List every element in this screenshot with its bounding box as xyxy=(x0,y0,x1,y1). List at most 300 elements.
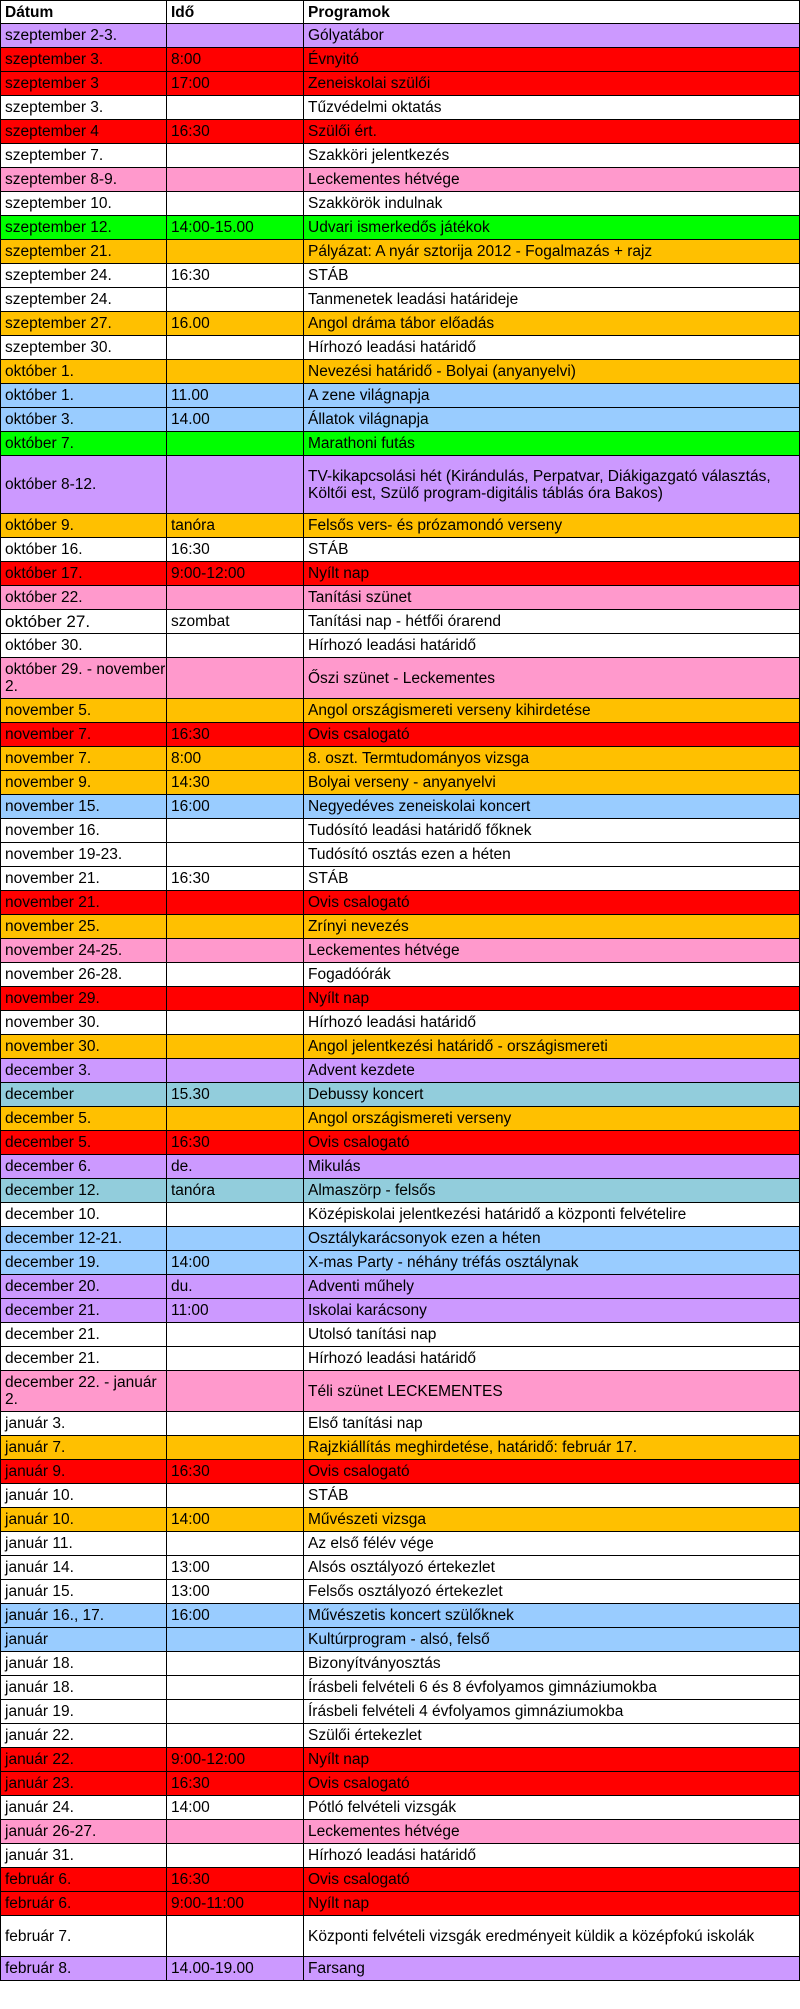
program-cell: Felsős osztályozó értekezlet xyxy=(304,1580,800,1604)
time-cell xyxy=(167,963,304,987)
date-cell: január 14. xyxy=(1,1556,167,1580)
time-cell: 11.00 xyxy=(167,384,304,408)
program-cell: Nyílt nap xyxy=(304,1748,800,1772)
date-cell: szeptember 21. xyxy=(1,240,167,264)
program-cell: Utolsó tanítási nap xyxy=(304,1323,800,1347)
date-cell: január 11. xyxy=(1,1532,167,1556)
time-cell xyxy=(167,1532,304,1556)
program-cell: Ovis csalogató xyxy=(304,1772,800,1796)
time-cell: 9:00-12:00 xyxy=(167,1748,304,1772)
table-row xyxy=(1,1203,800,1227)
date-cell: január 22. xyxy=(1,1724,167,1748)
time-cell xyxy=(167,96,304,120)
table-row xyxy=(1,1155,800,1179)
table-row xyxy=(1,1957,800,1981)
table-row xyxy=(1,456,800,514)
table-row xyxy=(1,24,800,48)
time-cell: 16:30 xyxy=(167,264,304,288)
table-row xyxy=(1,1083,800,1107)
time-cell xyxy=(167,1059,304,1083)
table-row xyxy=(1,360,800,384)
date-cell: szeptember 4 xyxy=(1,120,167,144)
program-cell: Almaszörp - felsős xyxy=(304,1179,800,1203)
date-cell: január 31. xyxy=(1,1844,167,1868)
time-cell: 14.00-19.00 xyxy=(167,1957,304,1981)
date-cell: szeptember 27. xyxy=(1,312,167,336)
time-cell xyxy=(167,432,304,456)
table-row xyxy=(1,538,800,562)
date-cell: január 9. xyxy=(1,1460,167,1484)
date-cell: január 7. xyxy=(1,1436,167,1460)
program-cell: Évnyitó xyxy=(304,48,800,72)
program-cell: Zeneiskolai szülői xyxy=(304,72,800,96)
program-cell: Negyedéves zeneiskolai koncert xyxy=(304,795,800,819)
date-cell: szeptember 12. xyxy=(1,216,167,240)
date-cell: november 21. xyxy=(1,867,167,891)
table-row xyxy=(1,562,800,586)
time-cell: 13:00 xyxy=(167,1556,304,1580)
date-cell: január 23. xyxy=(1,1772,167,1796)
time-cell xyxy=(167,1700,304,1724)
date-cell: január xyxy=(1,1628,167,1652)
table-row xyxy=(1,1227,800,1251)
time-cell: tanóra xyxy=(167,514,304,538)
time-cell xyxy=(167,144,304,168)
program-cell: Leckementes hétvége xyxy=(304,1820,800,1844)
table-row xyxy=(1,1436,800,1460)
time-cell xyxy=(167,336,304,360)
table-row xyxy=(1,1892,800,1916)
date-cell: december 21. xyxy=(1,1299,167,1323)
time-cell: 14.00 xyxy=(167,408,304,432)
table-row xyxy=(1,1508,800,1532)
program-cell: Középiskolai jelentkezési határidő a központi felvételire xyxy=(304,1203,800,1227)
program-cell: A zene világnapja xyxy=(304,384,800,408)
table-row xyxy=(1,1532,800,1556)
table-row xyxy=(1,1460,800,1484)
table-row xyxy=(1,891,800,915)
program-cell: TV-kikapcsolási hét (Kirándulás, Perpatvar, Diákigazgató választás, Költői est, Szülő program-digitális táblás óra Bakos) xyxy=(304,456,800,514)
date-cell: december xyxy=(1,1083,167,1107)
date-cell: szeptember 3. xyxy=(1,48,167,72)
date-cell: január 24. xyxy=(1,1796,167,1820)
table-row xyxy=(1,939,800,963)
date-cell: szeptember 7. xyxy=(1,144,167,168)
date-cell: október 27. xyxy=(1,610,167,634)
program-cell: Szülői értekezlet xyxy=(304,1724,800,1748)
table-row xyxy=(1,771,800,795)
date-cell: december 3. xyxy=(1,1059,167,1083)
time-cell xyxy=(167,360,304,384)
table-row xyxy=(1,120,800,144)
time-cell: szombat xyxy=(167,610,304,634)
program-cell: Zrínyi nevezés xyxy=(304,915,800,939)
table-row xyxy=(1,819,800,843)
time-cell: 8:00 xyxy=(167,747,304,771)
program-cell: Művészeti vizsga xyxy=(304,1508,800,1532)
time-cell: du. xyxy=(167,1275,304,1299)
time-cell: 16:30 xyxy=(167,1868,304,1892)
time-cell xyxy=(167,1227,304,1251)
date-cell: január 26-27. xyxy=(1,1820,167,1844)
table-row xyxy=(1,1107,800,1131)
program-cell: Nyílt nap xyxy=(304,562,800,586)
table-row xyxy=(1,723,800,747)
time-cell: 16:30 xyxy=(167,867,304,891)
program-cell: STÁB xyxy=(304,538,800,562)
program-cell: Gólyatábor xyxy=(304,24,800,48)
table-row xyxy=(1,1035,800,1059)
program-cell: Hírhozó leadási határidő xyxy=(304,634,800,658)
time-cell xyxy=(167,658,304,699)
table-row xyxy=(1,1916,800,1957)
program-cell: Angol országismereti verseny xyxy=(304,1107,800,1131)
time-cell xyxy=(167,1724,304,1748)
program-cell: Hírhozó leadási határidő xyxy=(304,1011,800,1035)
time-cell xyxy=(167,1820,304,1844)
program-cell: Pótló felvételi vizsgák xyxy=(304,1796,800,1820)
date-cell: november 24-25. xyxy=(1,939,167,963)
program-cell: Angol jelentkezési határidő - országismereti xyxy=(304,1035,800,1059)
time-cell xyxy=(167,1916,304,1957)
time-cell xyxy=(167,1628,304,1652)
time-cell: 14:00 xyxy=(167,1508,304,1532)
date-cell: január 10. xyxy=(1,1484,167,1508)
table-row xyxy=(1,699,800,723)
date-cell: november 26-28. xyxy=(1,963,167,987)
program-cell: Fogadóórák xyxy=(304,963,800,987)
date-cell: november 9. xyxy=(1,771,167,795)
program-cell: Ovis csalogató xyxy=(304,891,800,915)
program-cell: Advent kezdete xyxy=(304,1059,800,1083)
time-cell xyxy=(167,987,304,1011)
program-cell: Tanítási szünet xyxy=(304,586,800,610)
time-cell: 16:30 xyxy=(167,1131,304,1155)
date-cell: október 22. xyxy=(1,586,167,610)
program-cell: Iskolai karácsony xyxy=(304,1299,800,1323)
table-row xyxy=(1,747,800,771)
program-cell: Alsós osztályozó értekezlet xyxy=(304,1556,800,1580)
time-cell xyxy=(167,1107,304,1131)
time-cell: 9:00-12:00 xyxy=(167,562,304,586)
time-cell xyxy=(167,1484,304,1508)
table-row xyxy=(1,915,800,939)
table-row xyxy=(1,987,800,1011)
schedule-body xyxy=(1,24,800,1981)
table-row xyxy=(1,634,800,658)
time-cell xyxy=(167,1652,304,1676)
date-cell: február 6. xyxy=(1,1868,167,1892)
date-cell: szeptember 24. xyxy=(1,288,167,312)
program-cell: Mikulás xyxy=(304,1155,800,1179)
time-cell xyxy=(167,1323,304,1347)
date-cell: szeptember 10. xyxy=(1,192,167,216)
time-cell xyxy=(167,1203,304,1227)
program-cell: Ovis csalogató xyxy=(304,1460,800,1484)
program-cell: 8. oszt. Termtudományos vizsga xyxy=(304,747,800,771)
table-row xyxy=(1,1724,800,1748)
program-cell: STÁB xyxy=(304,867,800,891)
program-cell: Ovis csalogató xyxy=(304,1131,800,1155)
time-cell: 16:30 xyxy=(167,1772,304,1796)
program-cell: Állatok világnapja xyxy=(304,408,800,432)
program-cell: Ovis csalogató xyxy=(304,723,800,747)
table-row xyxy=(1,240,800,264)
program-cell: Adventi műhely xyxy=(304,1275,800,1299)
date-cell: szeptember 30. xyxy=(1,336,167,360)
program-cell: Az első félév vége xyxy=(304,1532,800,1556)
time-cell: 14:30 xyxy=(167,771,304,795)
table-row xyxy=(1,1820,800,1844)
table-row xyxy=(1,658,800,699)
time-cell xyxy=(167,891,304,915)
time-cell: 16:00 xyxy=(167,795,304,819)
date-cell: október 8-12. xyxy=(1,456,167,514)
time-cell xyxy=(167,168,304,192)
program-cell: STÁB xyxy=(304,264,800,288)
program-cell: Felsős vers- és prózamondó verseny xyxy=(304,514,800,538)
time-cell xyxy=(167,586,304,610)
time-cell: 11:00 xyxy=(167,1299,304,1323)
table-row xyxy=(1,96,800,120)
time-cell xyxy=(167,1035,304,1059)
table-row xyxy=(1,795,800,819)
date-cell: szeptember 2-3. xyxy=(1,24,167,48)
program-cell: Hírhozó leadási határidő xyxy=(304,1347,800,1371)
program-cell: Első tanítási nap xyxy=(304,1412,800,1436)
date-cell: november 16. xyxy=(1,819,167,843)
table-row xyxy=(1,1868,800,1892)
table-row xyxy=(1,1371,800,1412)
time-cell xyxy=(167,1436,304,1460)
program-cell: Udvari ismerkedős játékok xyxy=(304,216,800,240)
date-cell: november 7. xyxy=(1,723,167,747)
program-cell: Farsang xyxy=(304,1957,800,1981)
time-cell xyxy=(167,1844,304,1868)
table-row xyxy=(1,1059,800,1083)
date-cell: október 17. xyxy=(1,562,167,586)
program-cell: Rajzkiállítás meghirdetése, határidő: február 17. xyxy=(304,1436,800,1460)
table-row xyxy=(1,1251,800,1275)
program-cell: Szülői ért. xyxy=(304,120,800,144)
table-row xyxy=(1,1412,800,1436)
date-cell: december 22. - január 2. xyxy=(1,1371,167,1412)
program-cell: Szakkörök indulnak xyxy=(304,192,800,216)
table-row xyxy=(1,1748,800,1772)
time-cell: 16:30 xyxy=(167,538,304,562)
time-cell xyxy=(167,699,304,723)
table-row xyxy=(1,1131,800,1155)
time-cell: 16:00 xyxy=(167,1604,304,1628)
date-cell: november 15. xyxy=(1,795,167,819)
header-program: Programok xyxy=(304,1,800,24)
program-cell: Tanítási nap - hétfői órarend xyxy=(304,610,800,634)
time-cell xyxy=(167,819,304,843)
date-cell: november 7. xyxy=(1,747,167,771)
table-row xyxy=(1,1580,800,1604)
date-cell: november 30. xyxy=(1,1035,167,1059)
table-row xyxy=(1,514,800,538)
table-row xyxy=(1,1676,800,1700)
date-cell: szeptember 8-9. xyxy=(1,168,167,192)
program-cell: Bizonyítványosztás xyxy=(304,1652,800,1676)
date-cell: december 21. xyxy=(1,1347,167,1371)
table-row xyxy=(1,1652,800,1676)
date-cell: november 21. xyxy=(1,891,167,915)
date-cell: november 29. xyxy=(1,987,167,1011)
table-row xyxy=(1,432,800,456)
table-row xyxy=(1,1796,800,1820)
program-cell: X-mas Party - néhány tréfás osztálynak xyxy=(304,1251,800,1275)
table-row xyxy=(1,144,800,168)
date-cell: január 18. xyxy=(1,1676,167,1700)
table-row xyxy=(1,1484,800,1508)
table-row xyxy=(1,1347,800,1371)
table-row xyxy=(1,1323,800,1347)
date-cell: szeptember 3 xyxy=(1,72,167,96)
program-cell: Szakköri jelentkezés xyxy=(304,144,800,168)
time-cell: 14:00-15.00 xyxy=(167,216,304,240)
program-cell: Angol dráma tábor előadás xyxy=(304,312,800,336)
time-cell: 16:30 xyxy=(167,1460,304,1484)
time-cell: 9:00-11:00 xyxy=(167,1892,304,1916)
table-row xyxy=(1,1556,800,1580)
table-row xyxy=(1,1179,800,1203)
time-cell: 15.30 xyxy=(167,1083,304,1107)
date-cell: december 5. xyxy=(1,1131,167,1155)
time-cell: 16:30 xyxy=(167,723,304,747)
time-cell xyxy=(167,939,304,963)
program-cell: Tűzvédelmi oktatás xyxy=(304,96,800,120)
table-row xyxy=(1,336,800,360)
program-cell: Hírhozó leadási határidő xyxy=(304,336,800,360)
time-cell xyxy=(167,24,304,48)
date-cell: december 12-21. xyxy=(1,1227,167,1251)
time-cell: 8:00 xyxy=(167,48,304,72)
date-cell: december 19. xyxy=(1,1251,167,1275)
program-cell: Marathoni futás xyxy=(304,432,800,456)
program-cell: Kultúrprogram - alsó, felső xyxy=(304,1628,800,1652)
date-cell: szeptember 3. xyxy=(1,96,167,120)
table-row xyxy=(1,288,800,312)
table-row xyxy=(1,586,800,610)
date-cell: december 6. xyxy=(1,1155,167,1179)
program-cell: Hírhozó leadási határidő xyxy=(304,1844,800,1868)
date-cell: január 22. xyxy=(1,1748,167,1772)
time-cell: 17:00 xyxy=(167,72,304,96)
date-cell: január 19. xyxy=(1,1700,167,1724)
time-cell xyxy=(167,1347,304,1371)
date-cell: február 7. xyxy=(1,1916,167,1957)
program-cell: Angol országismereti verseny kihirdetése xyxy=(304,699,800,723)
date-cell: február 8. xyxy=(1,1957,167,1981)
date-cell: október 16. xyxy=(1,538,167,562)
table-row xyxy=(1,1011,800,1035)
program-cell: Tudósító osztás ezen a héten xyxy=(304,843,800,867)
date-cell: december 5. xyxy=(1,1107,167,1131)
date-cell: szeptember 24. xyxy=(1,264,167,288)
table-row xyxy=(1,1628,800,1652)
program-cell: Tanmenetek leadási határideje xyxy=(304,288,800,312)
date-cell: október 3. xyxy=(1,408,167,432)
table-row xyxy=(1,1604,800,1628)
table-row xyxy=(1,843,800,867)
table-row xyxy=(1,168,800,192)
date-cell: december 21. xyxy=(1,1323,167,1347)
table-row xyxy=(1,408,800,432)
time-cell xyxy=(167,288,304,312)
table-row xyxy=(1,1772,800,1796)
program-cell: Művészetis koncert szülőknek xyxy=(304,1604,800,1628)
program-cell: Leckementes hétvége xyxy=(304,168,800,192)
date-cell: november 30. xyxy=(1,1011,167,1035)
program-cell: Írásbeli felvételi 6 és 8 évfolyamos gimnáziumokba xyxy=(304,1676,800,1700)
time-cell: 13:00 xyxy=(167,1580,304,1604)
program-cell: Debussy koncert xyxy=(304,1083,800,1107)
date-cell: január 18. xyxy=(1,1652,167,1676)
time-cell xyxy=(167,192,304,216)
time-cell: 16.00 xyxy=(167,312,304,336)
date-cell: január 16., 17. xyxy=(1,1604,167,1628)
time-cell: 16:30 xyxy=(167,120,304,144)
program-cell: Nyílt nap xyxy=(304,987,800,1011)
table-row xyxy=(1,264,800,288)
time-cell: de. xyxy=(167,1155,304,1179)
time-cell xyxy=(167,634,304,658)
time-cell xyxy=(167,456,304,514)
header-date: Dátum xyxy=(1,1,167,24)
date-cell: december 20. xyxy=(1,1275,167,1299)
date-cell: október 29. - november 2. xyxy=(1,658,167,699)
program-cell: Központi felvételi vizsgák eredményeit küldik a középfokú iskolák xyxy=(304,1916,800,1957)
header-row xyxy=(1,1,800,24)
table-row xyxy=(1,384,800,408)
time-cell xyxy=(167,843,304,867)
date-cell: december 12. xyxy=(1,1179,167,1203)
date-cell: december 10. xyxy=(1,1203,167,1227)
program-cell: Nevezési határidő - Bolyai (anyanyelvi) xyxy=(304,360,800,384)
time-cell xyxy=(167,240,304,264)
time-cell xyxy=(167,1371,304,1412)
program-cell: Őszi szünet - Leckementes xyxy=(304,658,800,699)
table-row xyxy=(1,1700,800,1724)
table-row xyxy=(1,312,800,336)
time-cell: 14:00 xyxy=(167,1251,304,1275)
table-row xyxy=(1,610,800,634)
table-row xyxy=(1,867,800,891)
time-cell xyxy=(167,1011,304,1035)
program-cell: Pályázat: A nyár sztorija 2012 - Fogalmazás + rajz xyxy=(304,240,800,264)
date-cell: november 25. xyxy=(1,915,167,939)
date-cell: október 9. xyxy=(1,514,167,538)
time-cell: tanóra xyxy=(167,1179,304,1203)
table-row xyxy=(1,1299,800,1323)
program-cell: Osztálykarácsonyok ezen a héten xyxy=(304,1227,800,1251)
program-cell: Leckementes hétvége xyxy=(304,939,800,963)
header-time: Idő xyxy=(167,1,304,24)
program-cell: Írásbeli felvételi 4 évfolyamos gimnáziumokba xyxy=(304,1700,800,1724)
date-cell: október 30. xyxy=(1,634,167,658)
time-cell xyxy=(167,915,304,939)
date-cell: október 7. xyxy=(1,432,167,456)
program-cell: Téli szünet LECKEMENTES xyxy=(304,1371,800,1412)
date-cell: január 10. xyxy=(1,1508,167,1532)
schedule-header xyxy=(1,1,800,24)
date-cell: október 1. xyxy=(1,384,167,408)
table-row xyxy=(1,72,800,96)
time-cell: 14:00 xyxy=(167,1796,304,1820)
time-cell xyxy=(167,1676,304,1700)
